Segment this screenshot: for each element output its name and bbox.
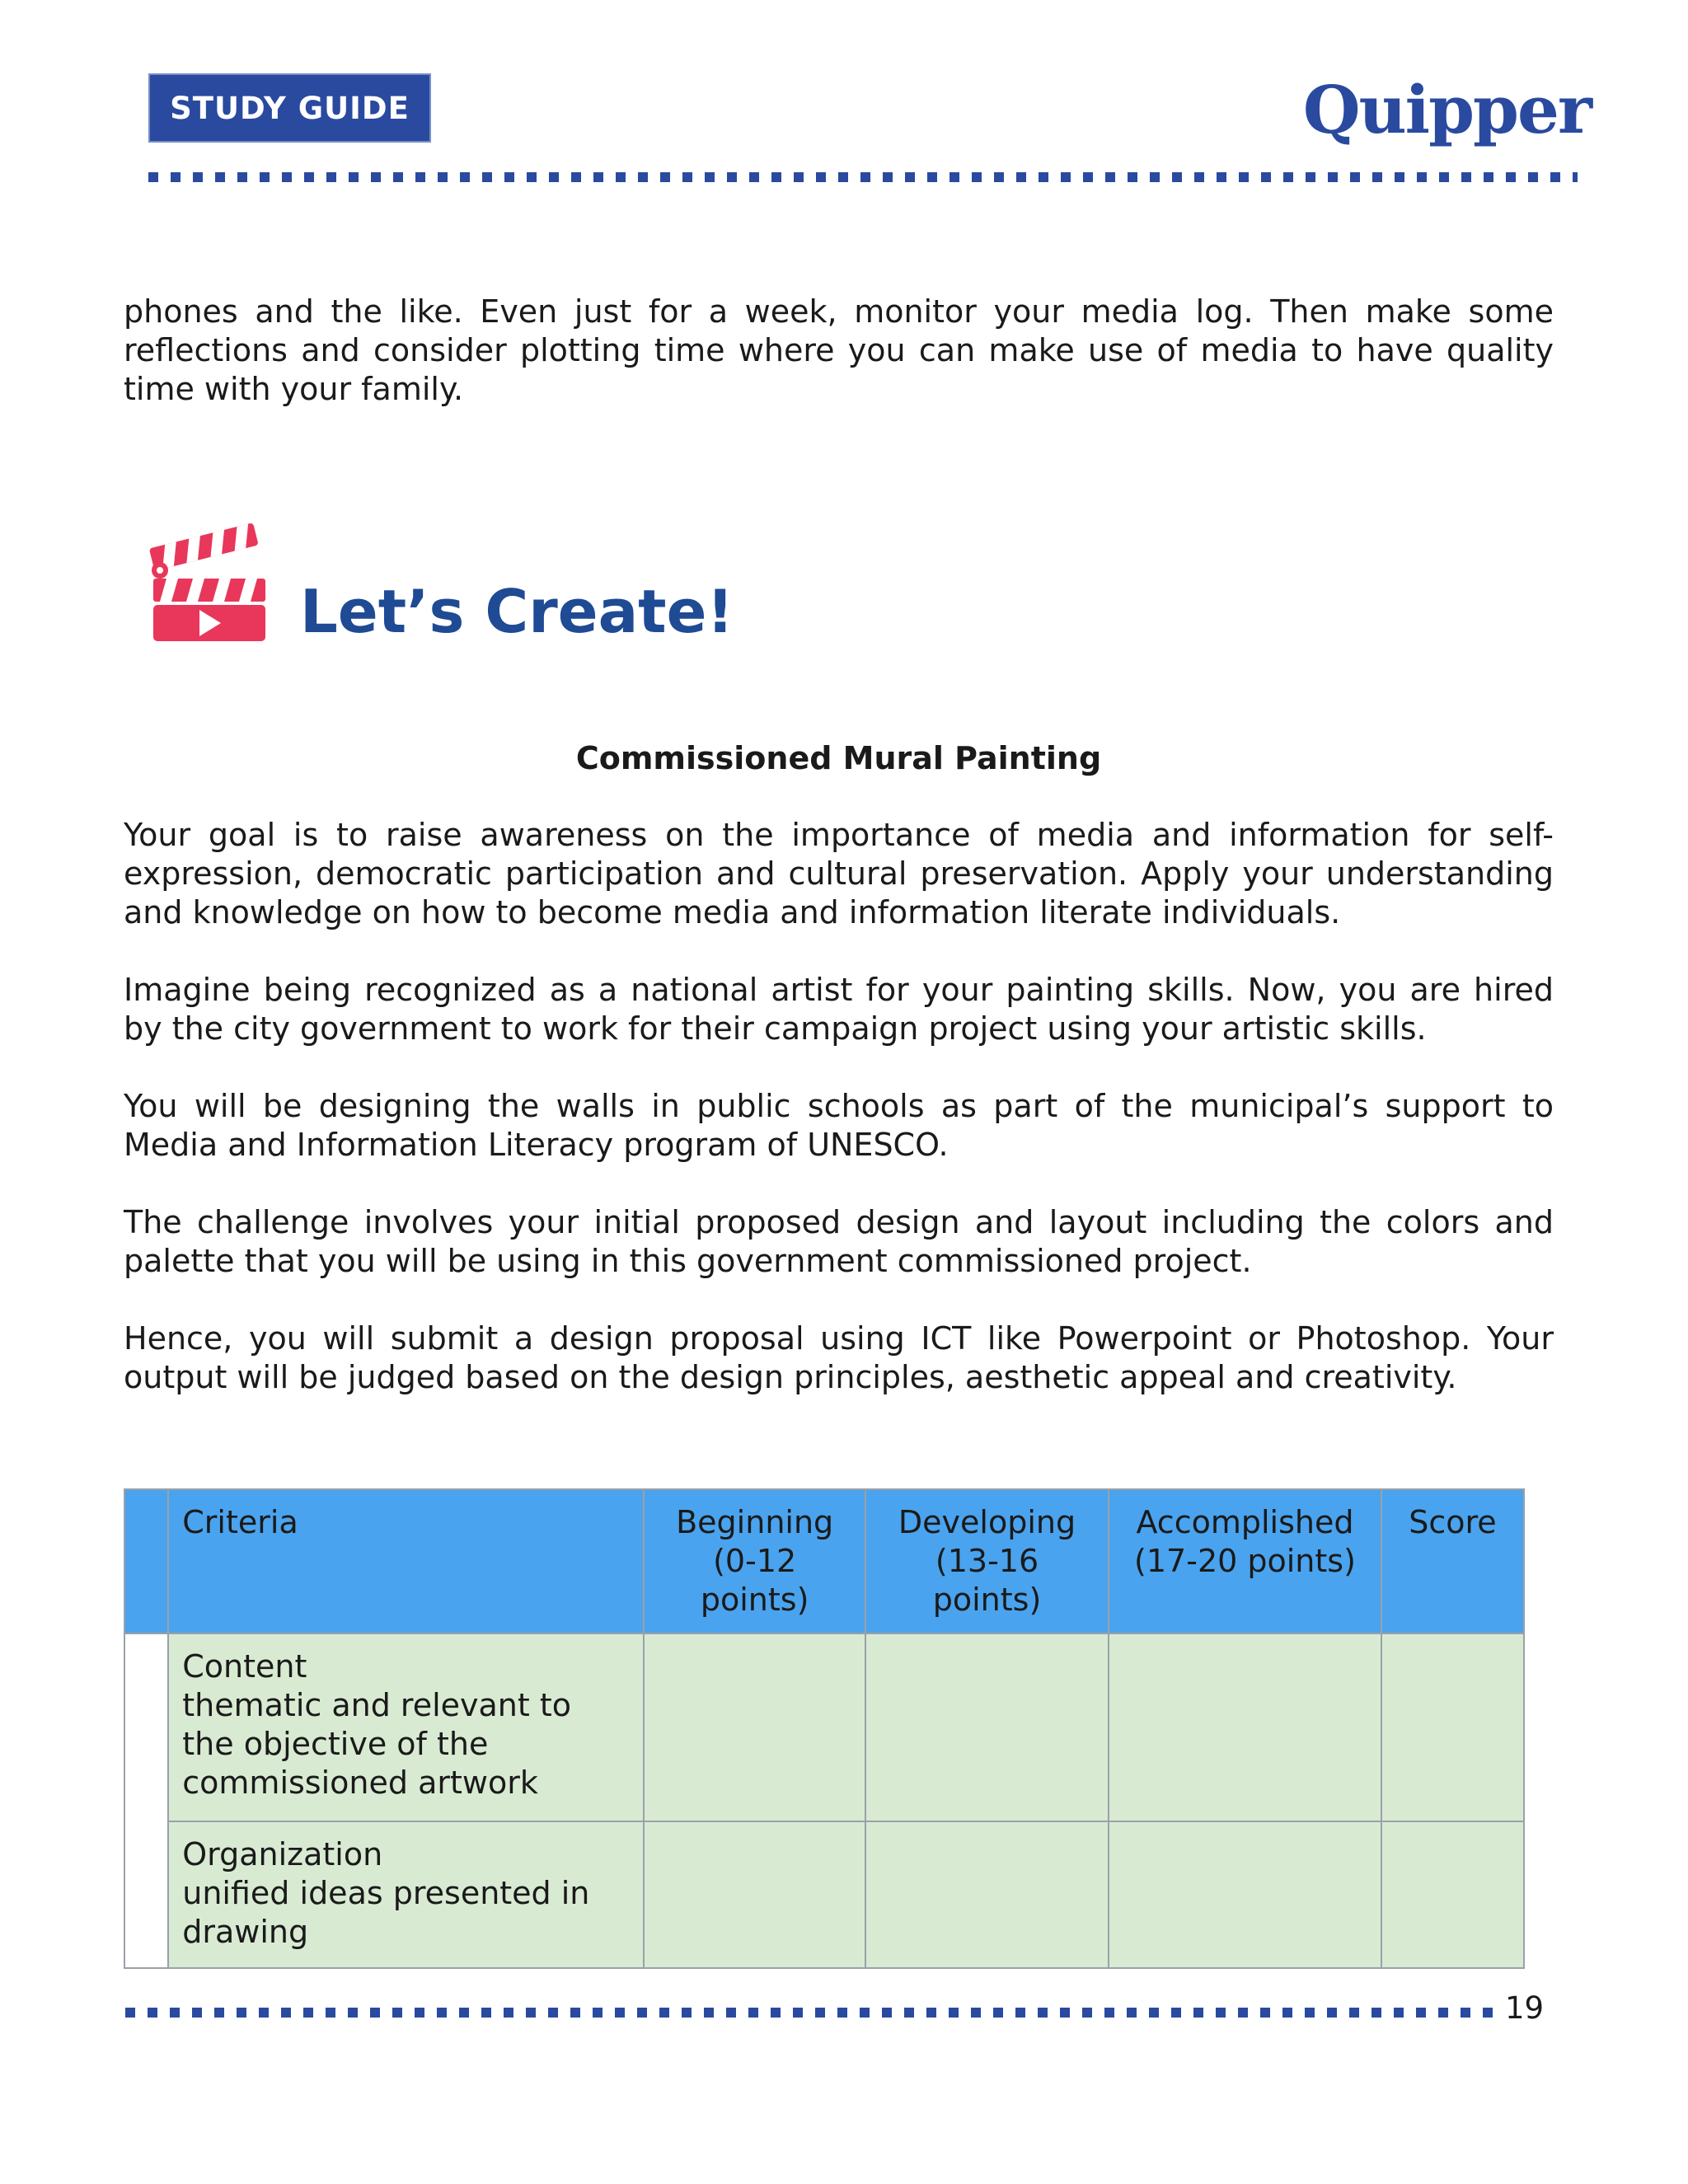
developing-cell [865,1633,1109,1821]
submission-paragraph: Hence, you will submit a design proposal using ICT like Powerpoint or Photoshop. Your output will be judged based on the design principles, aesthetic appeal and creativity. [124,1320,1554,1395]
table-row [124,1821,1524,1968]
study-guide-badge-label: STUDY GUIDE [170,90,410,126]
rubric-table [124,1488,1525,1969]
accomplished-label: Accomplished [1136,1504,1354,1540]
criteria-header: Criteria [168,1489,644,1633]
goal-paragraph: Your goal is to raise awareness on the importance of media and information for self-expression, democratic participation and cultural preservation. Apply your understanding and knowledge on how to become media and information literate individuals. [124,817,1554,930]
criteria-description: unified ideas presented in drawing [182,1875,590,1950]
criteria-name: Organization [182,1836,383,1872]
beginning-label: Beginning [676,1504,834,1540]
developing-header [865,1489,1109,1633]
score-cell [1381,1633,1524,1821]
beginning-cell [644,1633,865,1821]
score-header: Score [1381,1489,1524,1633]
lets-create-heading [148,518,734,646]
rubric-header-blank [124,1489,168,1633]
criteria-cell [168,1633,644,1821]
accomplished-cell [1109,1821,1381,1968]
criteria-name: Content [182,1648,307,1685]
table-row [124,1633,1524,1821]
accomplished-cell [1109,1633,1381,1821]
rubric-side-cell [124,1633,168,1968]
intro-paragraph: phones and the like. Even just for a week, monitor your media log. Then make some reflections and consider plotting time where you can make use of media to have quality time with your family. [124,293,1554,407]
accomplished-header [1109,1489,1381,1633]
criteria-cell [168,1821,644,1968]
audience-paragraph: You will be designing the walls in public schools as part of the municipal’s support to Media and Information Literacy program of UNESCO. [124,1088,1554,1163]
assignment-title: Commissioned Mural Painting [575,740,1102,776]
accomplished-points: (17-20 points) [1134,1543,1356,1579]
beginning-header [644,1489,865,1633]
quipper-logo [1303,64,1591,155]
beginning-points: (0-12 points) [700,1543,809,1618]
score-cell [1381,1821,1524,1968]
challenge-paragraph: The challenge involves your initial proposed design and layout including the colors and palette that you will be using in this government commissioned project. [124,1204,1554,1279]
page-number: 19 [1505,1990,1545,2026]
study-guide-badge [148,73,431,143]
developing-cell [865,1821,1109,1968]
quipper-logo-text: Quipper [1302,71,1591,148]
role-paragraph: Imagine being recognized as a national artist for your painting skills. Now, you are hired by the city government to work for their campaign project using your artistic skills. [124,972,1554,1047]
developing-label: Developing [898,1504,1076,1540]
clapperboard-icon [148,518,267,641]
top-dotted-divider [148,172,1578,182]
criteria-description: thematic and relevant to the objective of the commissioned artwork [182,1687,572,1801]
beginning-cell [644,1821,865,1968]
section-title: Let’s Create! [300,577,734,646]
bottom-dotted-divider [125,2008,1493,2018]
rubric-header-row [124,1489,1524,1633]
developing-points: (13-16 points) [932,1543,1042,1618]
